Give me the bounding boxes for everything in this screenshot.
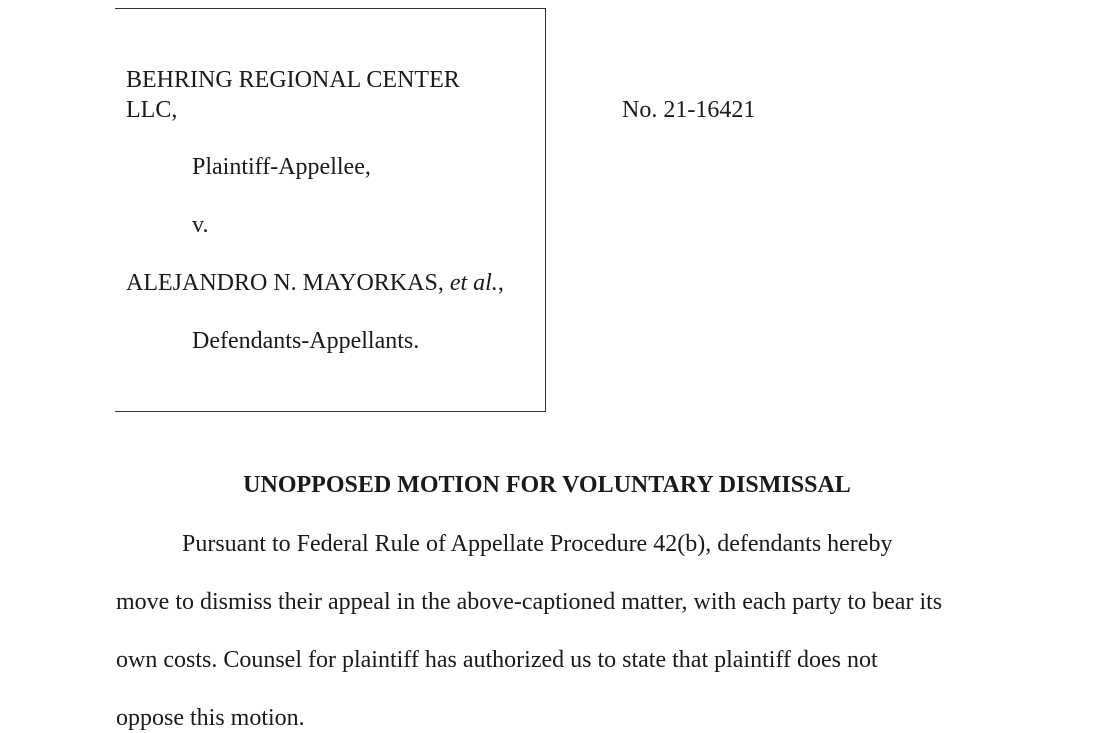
- case-number: No. 21-16421: [622, 97, 756, 123]
- plaintiff-name-line2: LLC,: [126, 97, 178, 123]
- et-al: et al.: [449, 270, 498, 296]
- body-line-3: own costs. Counsel for plaintiff has authorized us to state that plaintiff does not: [116, 647, 878, 673]
- defendant-name-text: ALEJANDRO N. MAYORKAS,: [126, 270, 450, 296]
- plaintiff-name-line1: BEHRING REGIONAL CENTER: [126, 67, 460, 93]
- body-line-2: move to dismiss their appeal in the above-captioned matter, with each party to bear its: [116, 589, 943, 615]
- body-line-1: Pursuant to Federal Rule of Appellate Procedure 42(b), defendants hereby: [182, 531, 893, 557]
- defendant-trailing-comma: ,: [497, 270, 504, 296]
- body-line-4: oppose this motion.: [116, 705, 305, 731]
- defendant-name: [126, 268, 504, 298]
- plaintiff-role: Plaintiff-Appellee,: [192, 154, 371, 180]
- motion-title: UNOPPOSED MOTION FOR VOLUNTARY DISMISSAL: [243, 472, 851, 498]
- versus: v.: [192, 212, 209, 238]
- defendant-role: Defendants-Appellants.: [192, 328, 420, 354]
